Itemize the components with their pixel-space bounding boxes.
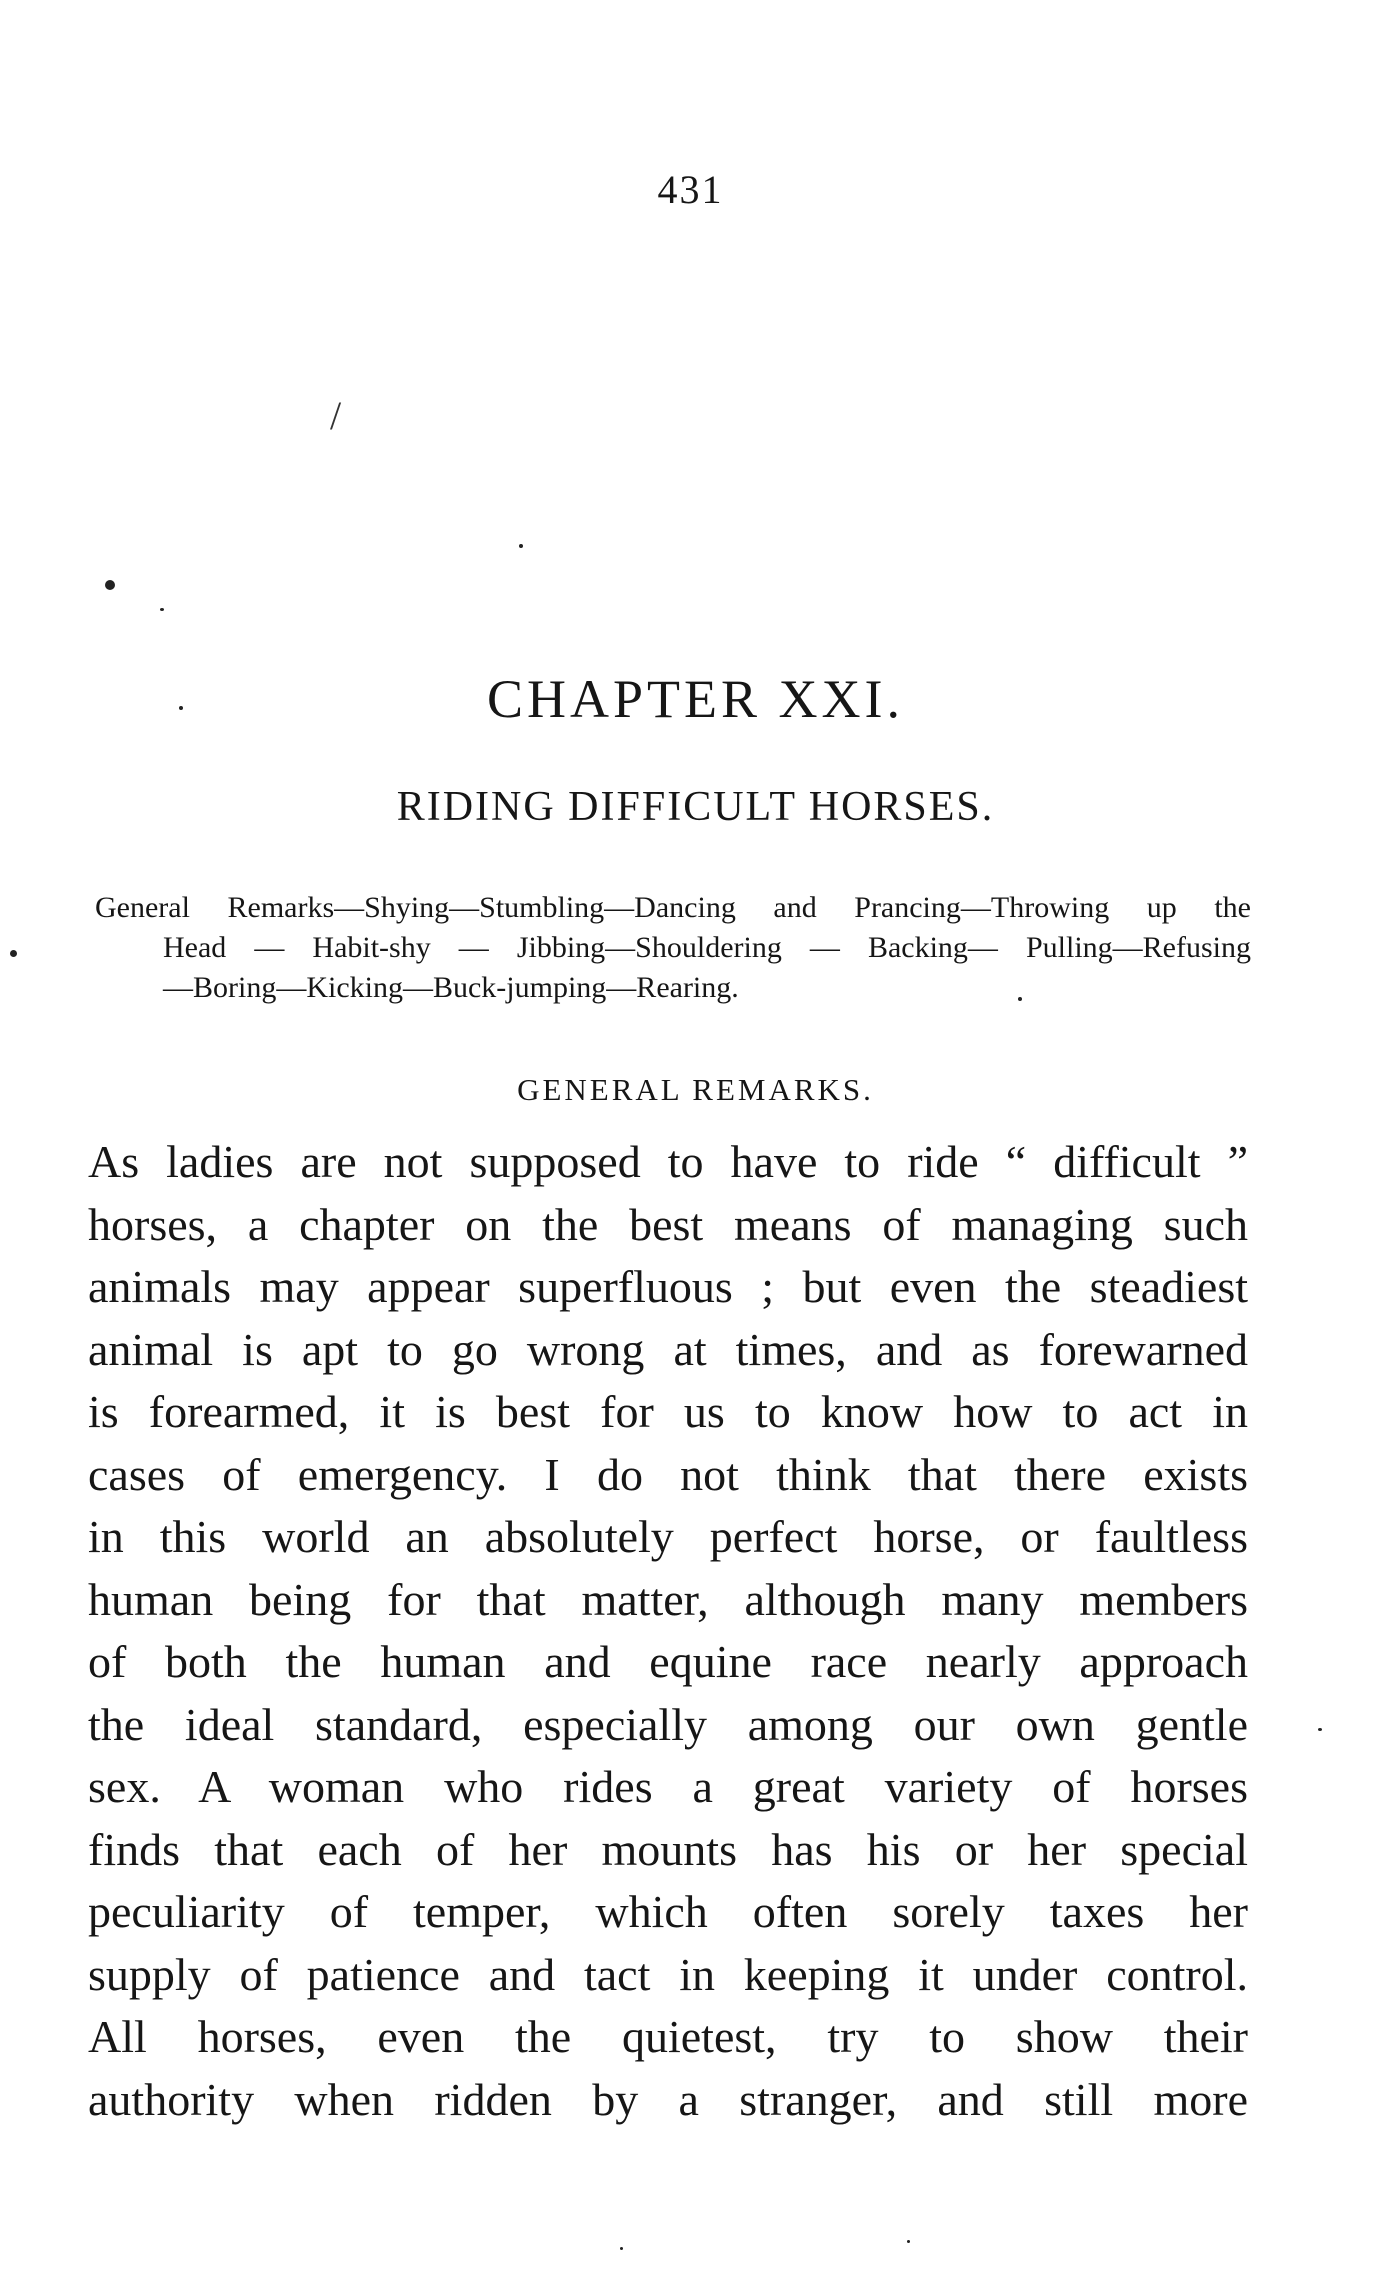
scan-speck: [907, 2240, 910, 2243]
section-heading: GENERAL REMARKS.: [517, 1072, 874, 1107]
page-number: 431: [657, 167, 724, 212]
body-line: cases of emergency. I do not think that there exists: [88, 1448, 1248, 1500]
body-line: of both the human and equine race nearly approach: [88, 1636, 1248, 1687]
scan-speck: [105, 580, 115, 590]
body-line: As ladies are not supposed to have to ride “ difficult ”: [88, 1136, 1248, 1187]
body-line: sex. A woman who rides a great variety of horses: [88, 1761, 1248, 1812]
scan-mark-slash: /: [330, 393, 342, 438]
scan-speck: [519, 544, 523, 548]
body-line: supply of patience and tact in keeping it under control.: [88, 1948, 1248, 2000]
scan-speck: [620, 2247, 623, 2250]
synopsis-line: General Remarks—Shying—Stumbling—Dancing and Prancing—Throwing up the: [95, 891, 1251, 924]
body-paragraph: [88, 1131, 1248, 2131]
scan-speck: [1318, 1728, 1322, 1731]
body-line: human being for that matter, although many members: [88, 1573, 1248, 1625]
body-line: the ideal standard, especially among our own gentle: [88, 1698, 1248, 1750]
body-line: horses, a chapter on the best means of managing such: [88, 1198, 1248, 1250]
body-line: animal is apt to go wrong at times, and as forewarned: [88, 1323, 1248, 1375]
chapter-synopsis: [95, 888, 1251, 1008]
synopsis-line: Head — Habit-shy — Jibbing—Shouldering — Backing— Pulling—Refusing: [163, 931, 1251, 964]
body-line: peculiarity of temper, which often sorely taxes her: [88, 1886, 1248, 1937]
body-line: in this world an absolutely perfect horse, or faultless: [88, 1511, 1248, 1562]
chapter-subtitle: RIDING DIFFICULT HORSES.: [396, 784, 995, 830]
body-line: All horses, even the quietest, try to show their: [88, 2011, 1248, 2062]
body-line: is forearmed, it is best for us to know how to act in: [88, 1386, 1248, 1437]
body-line: authority when ridden by a stranger, and still more: [88, 2073, 1248, 2125]
scan-speck: [160, 608, 164, 611]
body-line: animals may appear superfluous ; but even the steadiest: [88, 1261, 1248, 1312]
chapter-title: CHAPTER XXI.: [486, 669, 904, 729]
body-line: finds that each of her mounts has his or her special: [88, 1823, 1248, 1875]
scan-speck: [10, 950, 17, 957]
synopsis-line: —Boring—Kicking—Buck-jumping—Rearing.: [163, 971, 739, 1004]
